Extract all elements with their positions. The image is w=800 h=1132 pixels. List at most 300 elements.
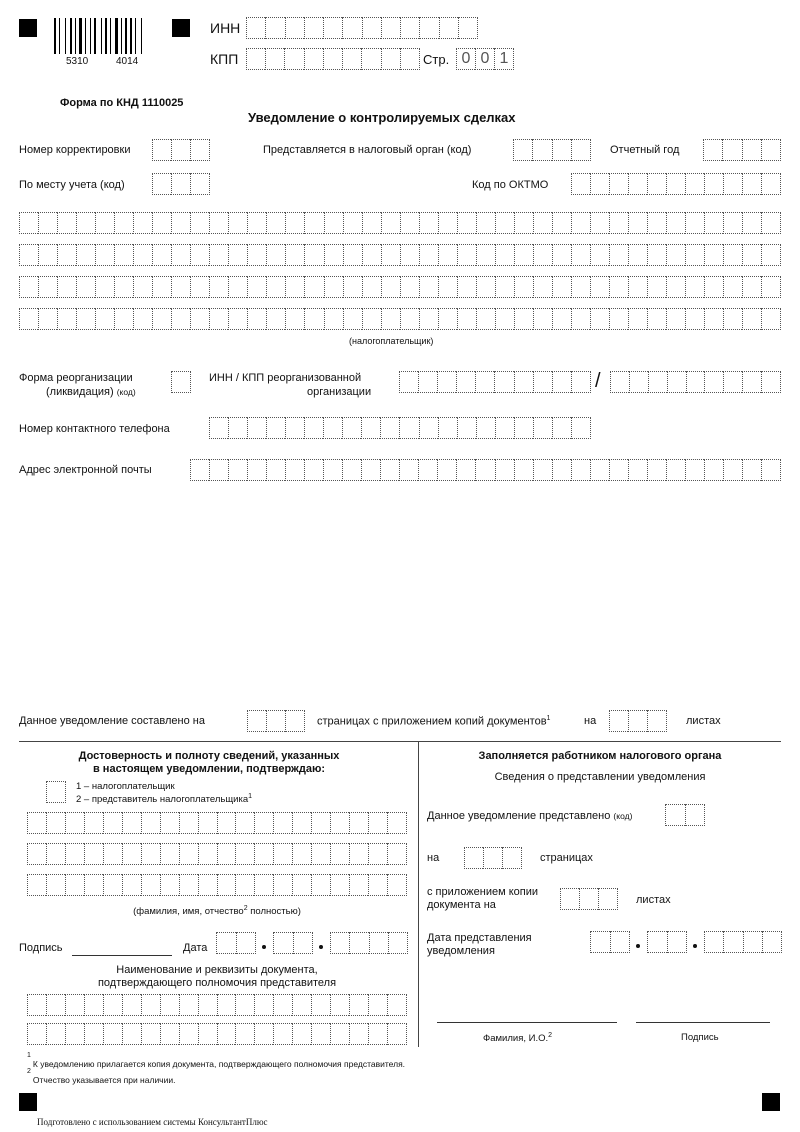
input-cell[interactable] <box>475 371 494 393</box>
signature-line[interactable] <box>72 955 172 956</box>
submitted-code-cells[interactable] <box>665 804 705 826</box>
input-cell[interactable] <box>686 371 705 393</box>
input-cell[interactable] <box>685 173 704 195</box>
input-cell[interactable] <box>285 276 304 298</box>
input-cell[interactable] <box>609 212 628 234</box>
input-cell[interactable] <box>27 994 46 1016</box>
input-cell[interactable] <box>254 812 273 834</box>
input-cell[interactable] <box>304 459 323 481</box>
input-cell[interactable] <box>209 244 228 266</box>
input-cell[interactable] <box>723 173 742 195</box>
input-cell[interactable] <box>179 843 198 865</box>
input-cell[interactable] <box>84 843 103 865</box>
input-cell[interactable] <box>761 244 781 266</box>
input-cell[interactable] <box>495 308 514 330</box>
input-cell[interactable] <box>284 48 303 70</box>
input-cell[interactable] <box>610 371 629 393</box>
date-day-cells[interactable] <box>216 932 256 954</box>
input-cell[interactable] <box>513 139 532 161</box>
input-cell[interactable] <box>609 276 628 298</box>
input-cell[interactable] <box>311 1023 330 1045</box>
input-cell[interactable] <box>190 459 209 481</box>
input-cell[interactable] <box>419 308 438 330</box>
input-cell[interactable] <box>349 932 368 954</box>
input-cell[interactable] <box>665 804 685 826</box>
input-cell[interactable] <box>342 459 361 481</box>
input-cell[interactable] <box>285 417 304 439</box>
input-cell[interactable] <box>46 874 65 896</box>
input-cell[interactable] <box>103 994 122 1016</box>
pages-count-cells[interactable] <box>247 710 305 732</box>
input-cell[interactable] <box>330 874 349 896</box>
input-cell[interactable] <box>742 459 761 481</box>
input-cell[interactable] <box>609 308 628 330</box>
input-cell[interactable] <box>628 459 647 481</box>
input-cell[interactable] <box>46 994 65 1016</box>
input-cell[interactable] <box>323 48 342 70</box>
input-cell[interactable] <box>610 931 631 953</box>
input-cell[interactable] <box>361 459 380 481</box>
input-cell[interactable] <box>46 812 65 834</box>
input-cell[interactable] <box>418 371 437 393</box>
input-cell[interactable] <box>152 244 171 266</box>
input-cell[interactable] <box>349 812 368 834</box>
input-cell[interactable] <box>114 212 133 234</box>
input-cell[interactable] <box>666 276 685 298</box>
input-cell[interactable] <box>704 308 723 330</box>
input-cell[interactable] <box>247 710 266 732</box>
input-cell[interactable] <box>361 417 380 439</box>
input-cell[interactable] <box>381 244 400 266</box>
input-cell[interactable] <box>95 276 114 298</box>
input-cell[interactable] <box>304 276 323 298</box>
input-cell[interactable] <box>685 276 704 298</box>
input-cell[interactable] <box>84 1023 103 1045</box>
reorg-form-cell[interactable] <box>171 371 191 393</box>
input-cell[interactable] <box>362 212 381 234</box>
taxpayer-name-row[interactable] <box>19 308 781 330</box>
input-cell[interactable] <box>304 417 323 439</box>
input-cell[interactable] <box>95 244 114 266</box>
input-cell[interactable] <box>349 1023 368 1045</box>
input-cell[interactable] <box>571 308 590 330</box>
input-cell[interactable] <box>342 48 361 70</box>
input-cell[interactable] <box>285 459 304 481</box>
place-of-registration-cells[interactable] <box>152 173 210 195</box>
input-cell[interactable] <box>209 459 228 481</box>
input-cell[interactable] <box>571 244 590 266</box>
input-cell[interactable] <box>381 212 400 234</box>
input-cell[interactable] <box>437 459 456 481</box>
input-cell[interactable] <box>65 1023 84 1045</box>
input-cell[interactable] <box>343 244 362 266</box>
input-cell[interactable] <box>209 276 228 298</box>
input-cell[interactable] <box>349 874 368 896</box>
input-cell[interactable] <box>179 1023 198 1045</box>
input-cell[interactable] <box>171 173 190 195</box>
input-cell[interactable] <box>647 931 667 953</box>
input-cell[interactable] <box>304 17 323 39</box>
fio-row[interactable] <box>27 843 407 865</box>
input-cell[interactable] <box>217 874 236 896</box>
input-cell[interactable] <box>330 843 349 865</box>
input-cell[interactable] <box>114 276 133 298</box>
input-cell[interactable] <box>361 48 380 70</box>
input-cell[interactable] <box>571 276 590 298</box>
input-cell[interactable] <box>399 371 418 393</box>
input-cell[interactable] <box>323 459 342 481</box>
input-cell[interactable] <box>266 710 285 732</box>
input-cell[interactable] <box>628 173 647 195</box>
input-cell[interactable] <box>114 308 133 330</box>
input-cell[interactable] <box>458 17 478 39</box>
input-cell[interactable] <box>133 244 152 266</box>
input-cell[interactable] <box>122 874 141 896</box>
input-cell[interactable] <box>342 417 361 439</box>
input-cell[interactable] <box>311 812 330 834</box>
input-cell[interactable] <box>387 874 407 896</box>
sheets-count-cells[interactable] <box>609 710 667 732</box>
input-cell[interactable] <box>228 212 247 234</box>
input-cell[interactable] <box>343 276 362 298</box>
input-cell[interactable] <box>495 459 514 481</box>
input-cell[interactable] <box>438 212 457 234</box>
input-cell[interactable] <box>761 371 781 393</box>
input-cell[interactable] <box>171 139 190 161</box>
input-cell[interactable] <box>38 276 57 298</box>
input-cell[interactable] <box>685 244 704 266</box>
input-cell[interactable] <box>457 417 476 439</box>
input-cell[interactable] <box>273 874 292 896</box>
input-cell[interactable] <box>160 874 179 896</box>
input-cell[interactable] <box>514 308 533 330</box>
input-cell[interactable] <box>57 308 76 330</box>
input-cell[interactable] <box>552 417 571 439</box>
input-cell[interactable] <box>476 276 495 298</box>
input-cell[interactable] <box>198 843 217 865</box>
kpp-cells[interactable] <box>246 48 420 70</box>
input-cell[interactable] <box>285 212 304 234</box>
input-cell[interactable] <box>666 244 685 266</box>
input-cell[interactable] <box>122 994 141 1016</box>
input-cell[interactable] <box>647 308 666 330</box>
input-cell[interactable] <box>628 308 647 330</box>
input-cell[interactable] <box>495 276 514 298</box>
input-cell[interactable] <box>38 212 57 234</box>
input-cell[interactable] <box>304 308 323 330</box>
input-cell[interactable] <box>304 48 323 70</box>
input-cell[interactable] <box>609 710 628 732</box>
input-cell[interactable] <box>292 843 311 865</box>
input-cell[interactable] <box>590 173 609 195</box>
input-cell[interactable] <box>552 276 571 298</box>
input-cell[interactable] <box>247 212 266 234</box>
input-cell[interactable] <box>368 812 387 834</box>
input-cell[interactable] <box>141 1023 160 1045</box>
input-cell[interactable] <box>285 17 304 39</box>
input-cell[interactable] <box>160 843 179 865</box>
input-cell[interactable] <box>742 244 761 266</box>
input-cell[interactable] <box>723 244 742 266</box>
input-cell[interactable] <box>246 17 265 39</box>
input-cell[interactable] <box>349 994 368 1016</box>
input-cell[interactable] <box>400 48 420 70</box>
input-cell[interactable] <box>324 212 343 234</box>
input-cell[interactable] <box>171 308 190 330</box>
input-cell[interactable] <box>273 812 292 834</box>
input-cell[interactable] <box>246 48 265 70</box>
input-cell[interactable] <box>514 244 533 266</box>
input-cell[interactable] <box>532 139 551 161</box>
input-cell[interactable] <box>457 212 476 234</box>
input-cell[interactable] <box>647 710 667 732</box>
input-cell[interactable] <box>571 371 591 393</box>
input-cell[interactable] <box>324 244 343 266</box>
input-cell[interactable] <box>381 276 400 298</box>
input-cell[interactable] <box>330 994 349 1016</box>
fio-row[interactable] <box>27 874 407 896</box>
input-cell[interactable] <box>114 244 133 266</box>
input-cell[interactable] <box>368 1023 387 1045</box>
input-cell[interactable] <box>235 874 254 896</box>
submission-month-cells[interactable] <box>647 931 687 953</box>
input-cell[interactable] <box>27 874 46 896</box>
input-cell[interactable] <box>311 994 330 1016</box>
input-cell[interactable] <box>235 812 254 834</box>
input-cell[interactable] <box>190 276 209 298</box>
input-cell[interactable] <box>235 1023 254 1045</box>
input-cell[interactable] <box>609 459 628 481</box>
input-cell[interactable] <box>95 308 114 330</box>
input-cell[interactable] <box>152 139 171 161</box>
input-cell[interactable] <box>419 244 438 266</box>
input-cell[interactable] <box>19 212 38 234</box>
input-cell[interactable] <box>122 843 141 865</box>
input-cell[interactable] <box>285 710 305 732</box>
input-cell[interactable] <box>628 710 647 732</box>
input-cell[interactable] <box>209 308 228 330</box>
email-cells[interactable] <box>190 459 781 481</box>
input-cell[interactable] <box>38 308 57 330</box>
input-cell[interactable] <box>437 371 456 393</box>
input-cell[interactable] <box>419 276 438 298</box>
input-cell[interactable] <box>742 371 761 393</box>
input-cell[interactable] <box>65 874 84 896</box>
input-cell[interactable] <box>742 308 761 330</box>
input-cell[interactable] <box>381 17 400 39</box>
signer-type-cell[interactable] <box>46 781 66 803</box>
input-cell[interactable] <box>209 212 228 234</box>
input-cell[interactable] <box>400 276 419 298</box>
input-cell[interactable] <box>533 244 552 266</box>
submission-day-cells[interactable] <box>590 931 630 953</box>
input-cell[interactable] <box>368 874 387 896</box>
input-cell[interactable] <box>273 932 293 954</box>
input-cell[interactable] <box>628 244 647 266</box>
input-cell[interactable] <box>438 417 457 439</box>
input-cell[interactable] <box>666 459 685 481</box>
input-cell[interactable] <box>399 459 418 481</box>
input-cell[interactable] <box>761 212 781 234</box>
input-cell[interactable] <box>198 874 217 896</box>
input-cell[interactable] <box>629 371 648 393</box>
input-cell[interactable] <box>160 994 179 1016</box>
date-year-cells[interactable] <box>330 932 408 954</box>
input-cell[interactable] <box>254 994 273 1016</box>
input-cell[interactable] <box>380 459 399 481</box>
input-cell[interactable] <box>495 212 514 234</box>
input-cell[interactable] <box>273 1023 292 1045</box>
input-cell[interactable] <box>217 994 236 1016</box>
input-cell[interactable] <box>254 874 273 896</box>
input-cell[interactable] <box>292 1023 311 1045</box>
input-cell[interactable] <box>571 417 591 439</box>
input-cell[interactable] <box>65 812 84 834</box>
input-cell[interactable] <box>57 276 76 298</box>
input-cell[interactable] <box>514 417 533 439</box>
input-cell[interactable] <box>273 994 292 1016</box>
input-cell[interactable] <box>369 932 388 954</box>
input-cell[interactable] <box>571 212 590 234</box>
input-cell[interactable] <box>247 417 266 439</box>
input-cell[interactable] <box>141 812 160 834</box>
input-cell[interactable] <box>19 308 38 330</box>
input-cell[interactable] <box>722 139 741 161</box>
input-cell[interactable] <box>247 276 266 298</box>
input-cell[interactable] <box>190 173 210 195</box>
input-cell[interactable] <box>552 212 571 234</box>
input-cell[interactable] <box>190 308 209 330</box>
input-cell[interactable] <box>464 847 483 869</box>
input-cell[interactable] <box>190 244 209 266</box>
input-cell[interactable] <box>84 874 103 896</box>
input-cell[interactable] <box>438 276 457 298</box>
input-cell[interactable] <box>103 1023 122 1045</box>
input-cell[interactable] <box>666 173 685 195</box>
input-cell[interactable] <box>494 371 513 393</box>
input-cell[interactable] <box>419 17 438 39</box>
input-cell[interactable] <box>457 244 476 266</box>
input-cell[interactable] <box>323 417 342 439</box>
input-cell[interactable] <box>179 994 198 1016</box>
reorg-inn-cells[interactable] <box>399 371 591 393</box>
input-cell[interactable] <box>457 308 476 330</box>
input-cell[interactable] <box>179 812 198 834</box>
input-cell[interactable] <box>311 843 330 865</box>
input-cell[interactable] <box>323 17 342 39</box>
input-cell[interactable] <box>400 308 419 330</box>
input-cell[interactable] <box>380 417 399 439</box>
input-cell[interactable] <box>571 459 590 481</box>
input-cell[interactable] <box>285 308 304 330</box>
input-cell[interactable] <box>362 276 381 298</box>
officer-signature-line[interactable] <box>636 1022 770 1023</box>
input-cell[interactable] <box>216 932 236 954</box>
input-cell[interactable] <box>704 276 723 298</box>
input-cell[interactable] <box>400 244 419 266</box>
input-cell[interactable] <box>495 244 514 266</box>
input-cell[interactable] <box>266 212 285 234</box>
input-cell[interactable] <box>387 1023 407 1045</box>
input-cell[interactable] <box>704 173 723 195</box>
input-cell[interactable] <box>476 212 495 234</box>
input-cell[interactable] <box>152 308 171 330</box>
input-cell[interactable] <box>292 812 311 834</box>
input-cell[interactable] <box>76 212 95 234</box>
input-cell[interactable] <box>19 276 38 298</box>
officer-name-line[interactable] <box>437 1022 617 1023</box>
input-cell[interactable] <box>571 173 590 195</box>
input-cell[interactable] <box>311 874 330 896</box>
input-cell[interactable] <box>381 48 400 70</box>
input-cell[interactable] <box>228 244 247 266</box>
input-cell[interactable] <box>198 994 217 1016</box>
input-cell[interactable] <box>330 932 349 954</box>
input-cell[interactable] <box>761 459 781 481</box>
input-cell[interactable] <box>742 276 761 298</box>
input-cell[interactable] <box>761 173 781 195</box>
input-cell[interactable] <box>514 212 533 234</box>
input-cell[interactable] <box>330 1023 349 1045</box>
input-cell[interactable] <box>152 276 171 298</box>
input-cell[interactable] <box>133 308 152 330</box>
input-cell[interactable] <box>552 244 571 266</box>
input-cell[interactable] <box>761 139 781 161</box>
input-cell[interactable] <box>387 812 407 834</box>
inn-cells[interactable] <box>246 17 478 39</box>
input-cell[interactable] <box>266 417 285 439</box>
input-cell[interactable] <box>609 173 628 195</box>
authority-doc-row[interactable] <box>27 994 407 1016</box>
input-cell[interactable] <box>704 371 723 393</box>
input-cell[interactable] <box>330 812 349 834</box>
input-cell[interactable] <box>418 459 437 481</box>
input-cell[interactable] <box>761 276 781 298</box>
input-cell[interactable] <box>160 1023 179 1045</box>
input-cell[interactable] <box>476 308 495 330</box>
input-cell[interactable] <box>133 276 152 298</box>
input-cell[interactable] <box>141 994 160 1016</box>
input-cell[interactable] <box>399 417 418 439</box>
officer-sheets-cells[interactable] <box>560 888 618 910</box>
input-cell[interactable] <box>46 781 66 803</box>
input-cell[interactable] <box>723 931 742 953</box>
authority-doc-row[interactable] <box>27 1023 407 1045</box>
input-cell[interactable] <box>141 874 160 896</box>
input-cell[interactable] <box>685 212 704 234</box>
input-cell[interactable] <box>57 244 76 266</box>
input-cell[interactable] <box>171 212 190 234</box>
input-cell[interactable] <box>228 308 247 330</box>
taxpayer-name-row[interactable] <box>19 212 781 234</box>
input-cell[interactable] <box>552 308 571 330</box>
input-cell[interactable] <box>609 244 628 266</box>
input-cell[interactable] <box>217 1023 236 1045</box>
input-cell[interactable] <box>419 417 438 439</box>
input-cell[interactable] <box>103 843 122 865</box>
input-cell[interactable] <box>476 417 495 439</box>
input-cell[interactable] <box>179 874 198 896</box>
input-cell[interactable] <box>590 276 609 298</box>
input-cell[interactable] <box>438 244 457 266</box>
input-cell[interactable] <box>571 139 591 161</box>
input-cell[interactable] <box>141 843 160 865</box>
input-cell[interactable] <box>122 1023 141 1045</box>
input-cell[interactable] <box>362 244 381 266</box>
input-cell[interactable] <box>368 994 387 1016</box>
input-cell[interactable] <box>533 371 552 393</box>
input-cell[interactable] <box>552 459 571 481</box>
